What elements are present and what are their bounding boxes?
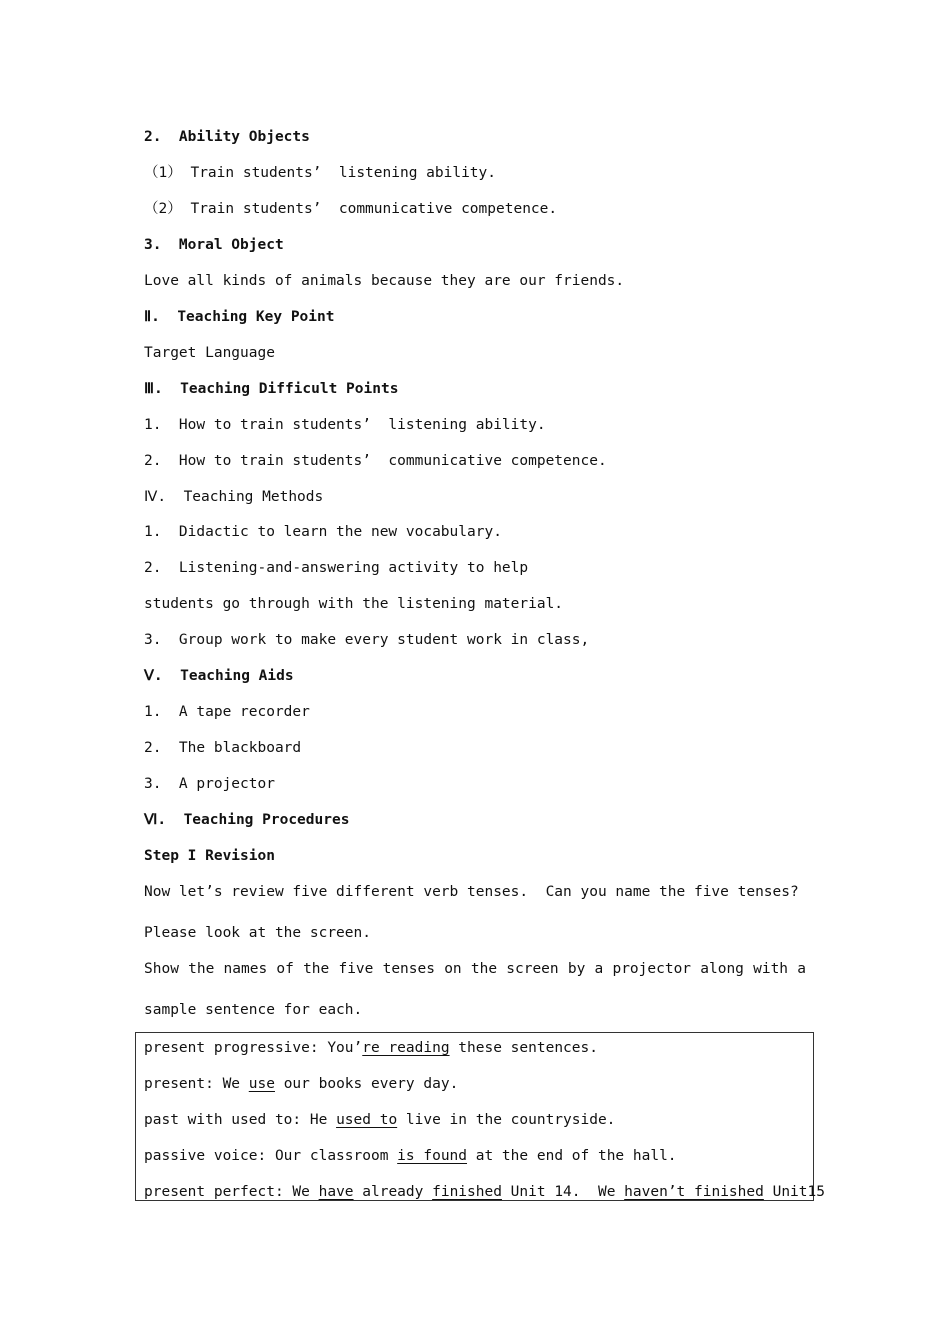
revision-paragraph-line-3 — [144, 959, 806, 979]
tense-text: present progressive: You’ — [144, 1040, 363, 1056]
tense-text: Unit 14. We — [501, 1184, 625, 1200]
ability-item-2: （2） Train students’ communicative competence. — [144, 201, 558, 217]
tense-example-passive-voice — [144, 1146, 677, 1166]
revision-paragraph-line-2: Please look at the screen. — [144, 925, 371, 941]
key-point-text: Target Language — [144, 345, 275, 361]
ability-objects-heading: 2. Ability Objects — [144, 129, 310, 145]
tense-text: at the end of the hall. — [467, 1148, 677, 1164]
tense-text: live in the countryside. — [397, 1112, 616, 1128]
ability-item-1: （1） Train students’ listening ability. — [144, 165, 497, 181]
tense-text: past with used to: He — [144, 1112, 337, 1128]
method-item-2-continued: students go through with the listening material. — [144, 596, 564, 612]
justified-word: tenses — [382, 961, 435, 977]
method-item-3: 3. Group work to make every student work in class, — [144, 632, 590, 648]
key-point-heading: Ⅱ. Teaching Key Point — [144, 309, 335, 325]
justified-word: a — [594, 961, 604, 977]
tense-examples-box — [135, 1032, 825, 1201]
tense-text: these sentences. — [449, 1040, 598, 1056]
tense-example-present — [144, 1074, 458, 1094]
justified-word: Show — [144, 961, 179, 977]
revision-paragraph-line-4: sample sentence for each. — [144, 1002, 363, 1018]
justified-word: screen — [506, 961, 559, 977]
difficult-point-1: 1. How to train students’ listening ability. — [144, 417, 546, 433]
justified-word: the — [470, 961, 498, 977]
tense-verb: re reading — [362, 1040, 450, 1056]
justified-word: with — [753, 961, 789, 977]
teaching-procedures-heading: Ⅵ. Teaching Procedures — [144, 812, 350, 828]
tense-example-present-progressive — [144, 1038, 598, 1058]
justified-word: a — [797, 961, 806, 977]
justified-word: on — [444, 961, 462, 977]
tense-example-present-perfect — [144, 1182, 825, 1202]
tense-text: our books every day. — [274, 1076, 459, 1092]
method-item-1: 1. Didactic to learn the new vocabulary. — [144, 524, 502, 540]
tense-verb: haven’t finished — [624, 1184, 764, 1200]
justified-word: along — [700, 961, 744, 977]
tense-text: already — [353, 1184, 433, 1200]
aid-item-2: 2. The blackboard — [144, 740, 302, 756]
difficult-point-2: 2. How to train students’ communicative competence. — [144, 453, 607, 469]
tense-text: present perfect: We — [144, 1184, 319, 1200]
method-item-2: 2. Listening-and-answering activity to help — [144, 560, 529, 576]
aid-item-1: 1. A tape recorder — [144, 704, 310, 720]
step-revision-heading: Step I Revision — [144, 848, 275, 864]
tense-example-past-used-to — [144, 1110, 615, 1130]
justified-word: names — [223, 961, 268, 977]
moral-object-heading: 3. Moral Object — [144, 237, 284, 253]
tense-text: passive voice: Our classroom — [144, 1148, 398, 1164]
justified-word: the — [303, 961, 330, 977]
justified-word: projector — [612, 961, 692, 977]
tense-verb: used to — [336, 1112, 398, 1128]
justified-word: by — [567, 961, 586, 977]
aid-item-3: 3. A projector — [144, 776, 275, 792]
teaching-aids-heading: Ⅴ. Teaching Aids — [144, 668, 294, 684]
tense-verb: have — [318, 1184, 354, 1200]
tense-text: Unit15 — [763, 1184, 825, 1200]
justified-word: the — [188, 961, 215, 977]
tense-text: present: We — [144, 1076, 249, 1092]
moral-object-text: Love all kinds of animals because they are our friends. — [144, 273, 625, 289]
tense-verb: is found — [397, 1148, 468, 1164]
revision-paragraph-line-1: Now let’s review five different verb tenses. Can you name the five tenses? — [144, 884, 799, 900]
justified-word: of — [276, 961, 294, 977]
justified-word: five — [338, 961, 374, 977]
teaching-methods-heading: Ⅳ. Teaching Methods — [144, 489, 324, 505]
tense-verb: use — [248, 1076, 275, 1092]
tense-verb: finished — [432, 1184, 502, 1200]
difficult-points-heading: Ⅲ. Teaching Difficult Points — [144, 381, 399, 397]
